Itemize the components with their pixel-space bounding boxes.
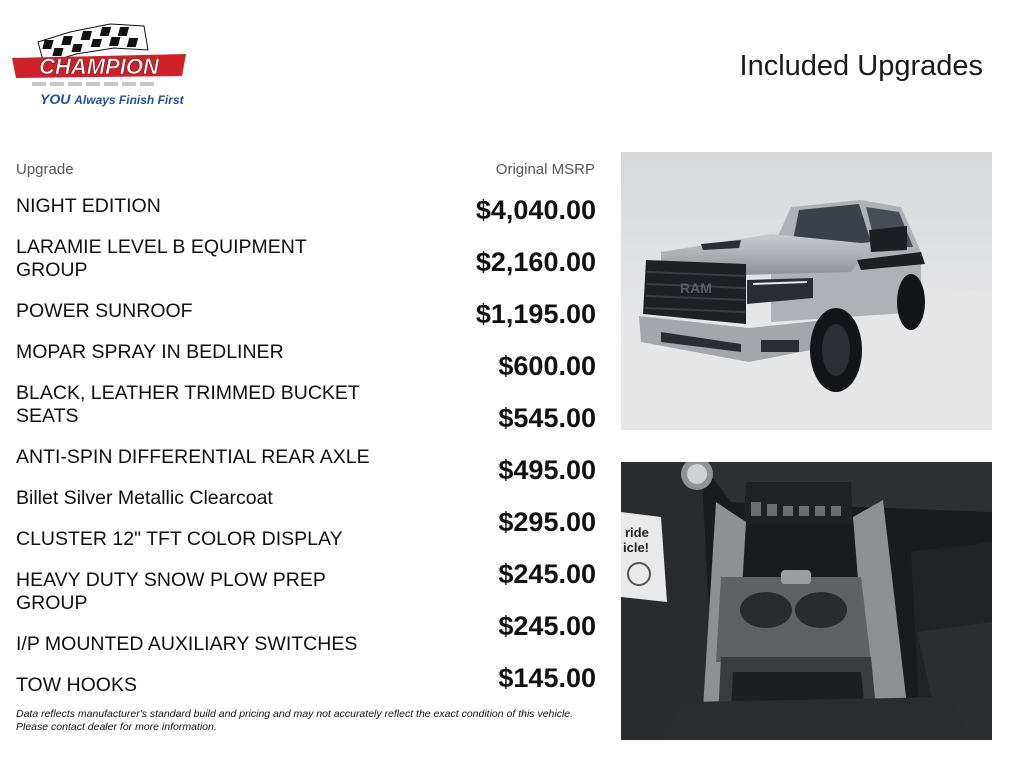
msrp-column-header: Original MSRP xyxy=(495,161,595,178)
upgrade-price: $495.00 xyxy=(498,455,596,485)
truck-exterior-photo xyxy=(621,152,992,430)
upgrade-price: $145.00 xyxy=(498,663,596,693)
upgrade-price: $600.00 xyxy=(498,351,596,381)
disclaimer-line: Data reflects manufacturer's standard build and pricing and may not accurately reflect the exact condition of this vehicle. xyxy=(16,708,574,720)
upgrade-price: $245.00 xyxy=(498,611,596,641)
msrp-price-list xyxy=(420,193,596,713)
upgrade-price: $4,040.00 xyxy=(475,195,596,225)
upgrade-name: Billet Silver Metallic Clearcoat xyxy=(16,487,273,509)
upgrade-name: TOW HOOKS xyxy=(16,674,137,696)
upgrade-name: POWER SUNROOF xyxy=(16,300,193,322)
upgrade-price: $1,195.00 xyxy=(475,299,596,329)
logo-tagline: YOU Always Finish First xyxy=(40,91,184,107)
upgrade-name: NIGHT EDITION xyxy=(16,195,161,217)
upgrade-name: I/P MOUNTED AUXILIARY SWITCHES xyxy=(16,633,358,655)
grille-badge-text: RAM xyxy=(680,280,712,296)
disclaimer xyxy=(16,708,616,733)
sticker-text: icle! xyxy=(623,540,650,555)
upgrade-name: HEAVY DUTY SNOW PLOW PREP GROUP xyxy=(16,569,326,614)
upgrade-name: LARAMIE LEVEL B EQUIPMENT GROUP xyxy=(16,236,307,281)
upgrade-column-header: Upgrade xyxy=(16,161,74,178)
upgrade-price: $245.00 xyxy=(498,559,596,589)
upgrade-name: BLACK, LEATHER TRIMMED BUCKET SEATS xyxy=(16,382,360,427)
interior-console-photo xyxy=(621,462,992,740)
upgrade-name: MOPAR SPRAY IN BEDLINER xyxy=(16,341,284,363)
page-title: Included Upgrades xyxy=(739,50,983,82)
upgrade-name: ANTI-SPIN DIFFERENTIAL REAR AXLE xyxy=(16,446,370,468)
disclaimer-line: Please contact dealer for more information. xyxy=(16,720,217,733)
logo-brand-text: CHAMPION xyxy=(39,54,159,79)
champion-logo xyxy=(10,20,190,112)
upgrade-name: CLUSTER 12" TFT COLOR DISPLAY xyxy=(16,528,343,550)
upgrade-price: $2,160.00 xyxy=(475,247,596,277)
upgrade-price: $295.00 xyxy=(498,507,596,537)
sticker-text: ride xyxy=(625,525,649,540)
upgrade-price: $545.00 xyxy=(498,403,596,433)
upgrade-name-list xyxy=(16,195,396,715)
